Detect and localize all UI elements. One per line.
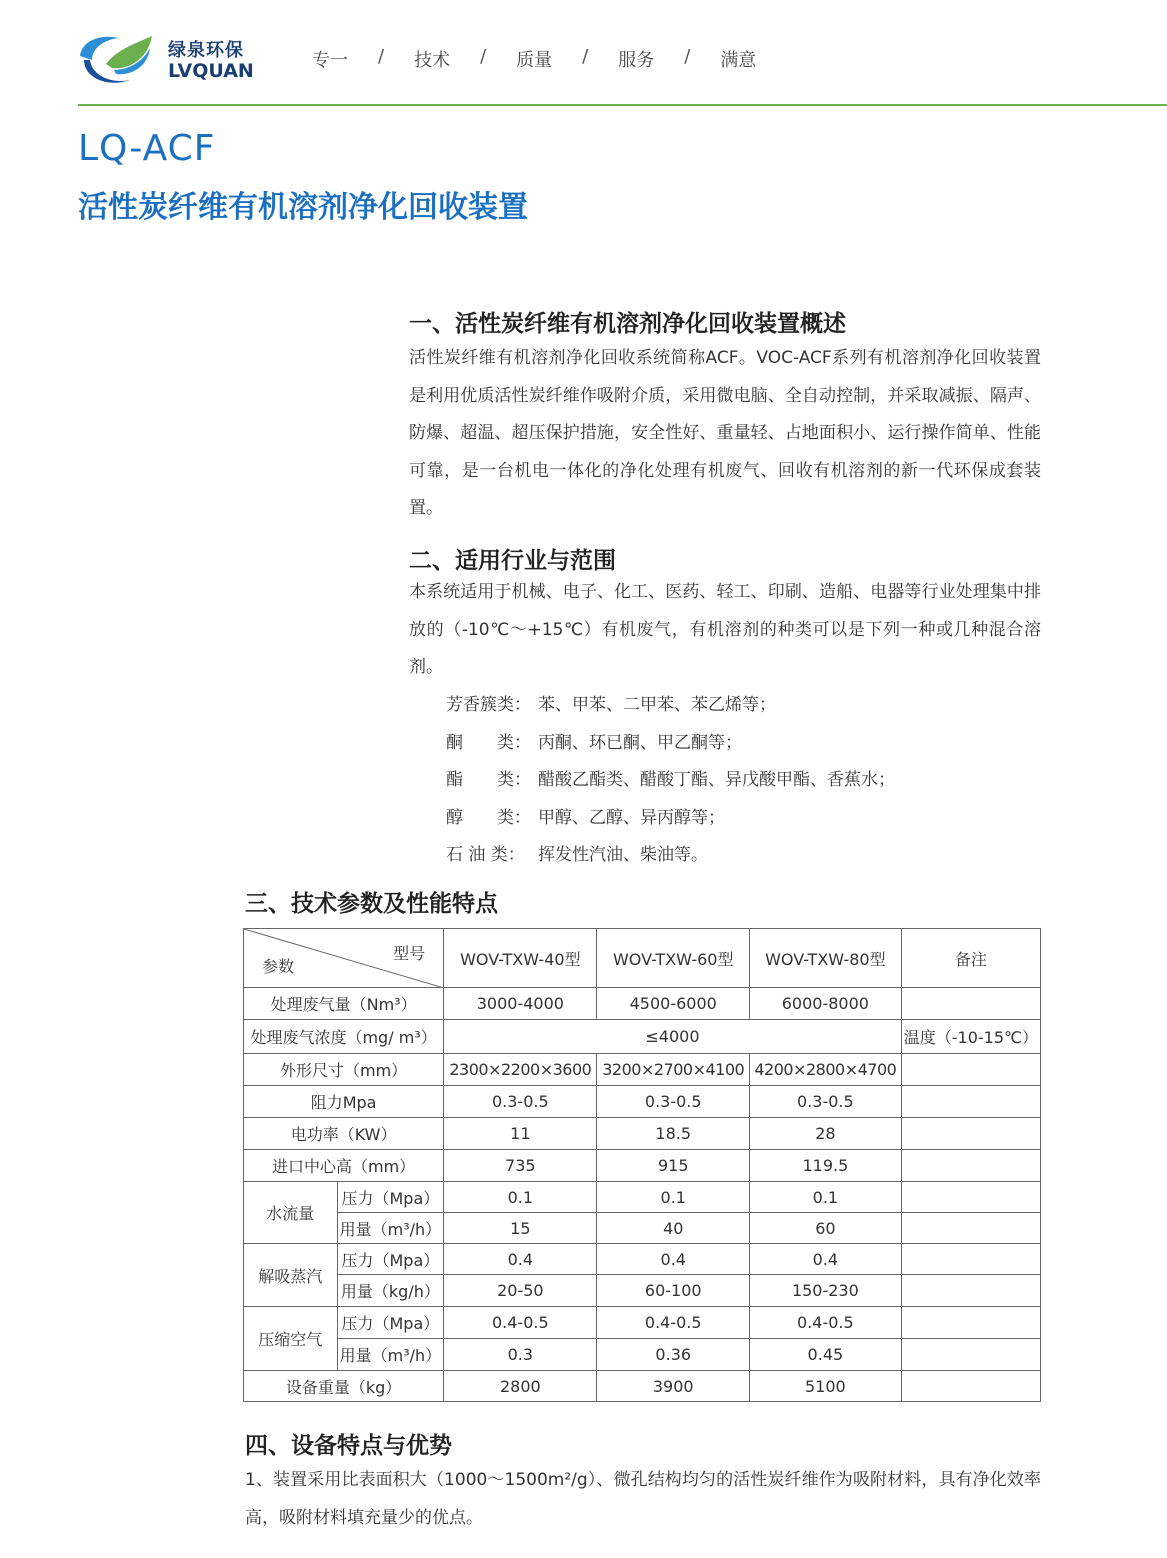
group-label: 解吸蒸汽 [244, 1244, 338, 1307]
table-row [244, 1244, 1041, 1275]
solvent-category: 醇 类： [446, 807, 531, 828]
table-cell: 5100 [750, 1371, 902, 1402]
solvent-category: 芳香簇类： [446, 695, 531, 715]
row-label: 压力（Mpa） [337, 1182, 444, 1213]
row-label: 外形尺寸（mm） [244, 1054, 444, 1086]
row-label: 用量（m³/h） [337, 1213, 444, 1244]
table-cell [901, 1150, 1040, 1182]
nav-item-service[interactable]: 服务 [618, 50, 655, 71]
product-model: LQ-ACF [78, 128, 216, 169]
table-cell: 0.4 [597, 1244, 750, 1275]
nav-item-technology[interactable]: 技术 [414, 50, 451, 71]
table-cell: 915 [597, 1150, 750, 1182]
table-cell: 11 [444, 1118, 597, 1150]
solvent-items: 甲醇、乙醇、异丙醇等； [538, 807, 725, 828]
table-header-row [244, 929, 1041, 988]
table-row [244, 1054, 1041, 1086]
table-cell: 3900 [597, 1371, 750, 1402]
table-cell: 4500-6000 [597, 988, 750, 1020]
table-row [244, 1339, 1041, 1371]
list-item [446, 837, 895, 875]
nav-separator: / [480, 46, 487, 67]
table-cell [901, 1182, 1040, 1213]
table-row [244, 1182, 1041, 1213]
table-cell [901, 1307, 1040, 1339]
table-row [244, 988, 1041, 1020]
table-cell: 15 [444, 1213, 597, 1244]
table-cell: 0.3 [444, 1339, 597, 1371]
table-cell [901, 1371, 1040, 1402]
table-cell: 0.1 [444, 1182, 597, 1213]
solvent-category: 石 油 类： [446, 845, 525, 865]
table-cell: 3000-4000 [444, 988, 597, 1020]
spec-table [243, 928, 1041, 1402]
row-label: 电功率（KW） [244, 1118, 444, 1150]
solvent-category: 酯 类： [446, 770, 531, 790]
table-cell: 3200×2700×4100 [597, 1054, 750, 1086]
model-header: WOV-TXW-80型 [750, 929, 902, 988]
row-label: 用量（kg/h） [337, 1275, 444, 1307]
section1-body: 活性炭纤维有机溶剂净化回收系统简称ACF。VOC-ACF系列有机溶剂净化回收装置是利用优质活性炭纤维作吸附介质，采用微电脑、全自动控制，并采取减振、隔声、防爆、超温、超压保护措施，安全性好、重量轻、占地面积小、运行操作简单、性能可靠，是一台机电一体化的净化处理有机废气、回收有机溶剂的新一代环保成套装置。 [409, 348, 1041, 518]
table-cell: 0.3-0.5 [597, 1086, 750, 1118]
list-item [446, 687, 895, 725]
row-label: 压力（Mpa） [337, 1307, 444, 1339]
table-cell: 119.5 [750, 1150, 902, 1182]
table-row [244, 1118, 1041, 1150]
solvent-items: 挥发性汽油、柴油等。 [538, 845, 708, 865]
row-label: 阻力Mpa [244, 1086, 444, 1118]
leaf-logo-icon [78, 30, 158, 88]
table-row [244, 1307, 1041, 1339]
solvent-list [446, 687, 895, 875]
table-cell [901, 1213, 1040, 1244]
table-row [244, 1275, 1041, 1307]
table-row [244, 1371, 1041, 1402]
table-row [244, 1213, 1041, 1244]
table-cell: 150-230 [750, 1275, 902, 1307]
product-title: 活性炭纤维有机溶剂净化回收装置 [78, 190, 528, 225]
corner-bottom-label: 参数 [262, 957, 295, 976]
table-cell: 0.1 [750, 1182, 902, 1213]
nav-separator: / [378, 46, 385, 67]
table-cell [901, 988, 1040, 1020]
table-cell: 0.3-0.5 [750, 1086, 902, 1118]
table-cell: 735 [444, 1150, 597, 1182]
corner-top-label: 型号 [393, 944, 426, 963]
corner-header-cell [244, 929, 444, 988]
row-label: 设备重量（kg） [244, 1371, 444, 1402]
table-cell [901, 1086, 1040, 1118]
table-cell: 0.4-0.5 [750, 1307, 902, 1339]
table-cell: 4200×2800×4700 [750, 1054, 902, 1086]
row-label: 进口中心高（mm） [244, 1150, 444, 1182]
section3-heading: 三、技术参数及性能特点 [245, 891, 498, 917]
table-row [244, 1150, 1041, 1182]
table-cell: 0.1 [597, 1182, 750, 1213]
row-label: 用量（m³/h） [337, 1339, 444, 1371]
table-cell: 0.4 [444, 1244, 597, 1275]
table-cell [901, 1244, 1040, 1275]
nav-item-satisfaction[interactable]: 满意 [720, 50, 757, 71]
brand-logo[interactable] [78, 30, 254, 88]
nav-separator: / [684, 46, 691, 67]
section4-body: 1、装置采用比表面积大（1000～1500m²/g）、微孔结构均匀的活性炭纤维作为吸附材料，具有净化效率高，吸附材料填充量少的优点。 [245, 1470, 1041, 1528]
table-row [244, 1020, 1041, 1054]
row-label: 压力（Mpa） [337, 1244, 444, 1275]
list-item [446, 762, 895, 800]
table-cell: 18.5 [597, 1118, 750, 1150]
table-cell: ≤4000 [444, 1020, 902, 1054]
table-cell: 6000-8000 [750, 988, 902, 1020]
table-cell [901, 1054, 1040, 1086]
list-item [446, 725, 895, 763]
table-cell: 60 [750, 1213, 902, 1244]
solvent-items: 丙酮、环已酮、甲乙酮等； [538, 732, 742, 753]
table-cell: 0.3-0.5 [444, 1086, 597, 1118]
table-cell: 20-50 [444, 1275, 597, 1307]
model-header: WOV-TXW-60型 [597, 929, 750, 988]
table-cell [901, 1275, 1040, 1307]
solvent-items: 苯、甲苯、二甲苯、苯乙烯等； [538, 695, 776, 715]
header-divider [78, 104, 1167, 106]
row-label: 处理废气量（Nm³） [244, 988, 444, 1020]
table-cell: 2300×2200×3600 [444, 1054, 597, 1086]
table-cell: 0.4 [750, 1244, 902, 1275]
remark-header: 备注 [901, 929, 1040, 988]
list-item [446, 800, 895, 838]
brand-name-en: LVQUAN [168, 60, 254, 82]
table-cell: 60-100 [597, 1275, 750, 1307]
row-label: 处理废气浓度（mg/ m³） [244, 1020, 444, 1054]
section1-heading: 一、活性炭纤维有机溶剂净化回收装置概述 [409, 311, 846, 337]
table-row [244, 1086, 1041, 1118]
top-nav [312, 46, 756, 72]
nav-separator: / [582, 46, 589, 67]
group-label: 压缩空气 [244, 1307, 338, 1371]
table-cell: 2800 [444, 1371, 597, 1402]
table-cell [901, 1118, 1040, 1150]
table-cell: 0.4-0.5 [444, 1307, 597, 1339]
nav-item-quality[interactable]: 质量 [516, 50, 553, 71]
table-cell: 0.4-0.5 [597, 1307, 750, 1339]
solvent-category: 酮 类： [446, 732, 531, 753]
table-cell [901, 1339, 1040, 1371]
table-cell: 28 [750, 1118, 902, 1150]
nav-item-focus[interactable]: 专一 [312, 50, 348, 71]
table-cell: 0.36 [597, 1339, 750, 1371]
brand-name-cn: 绿泉环保 [168, 40, 244, 61]
model-header: WOV-TXW-40型 [444, 929, 597, 988]
group-label: 水流量 [244, 1182, 338, 1244]
section2-heading: 二、适用行业与范围 [409, 548, 616, 574]
table-cell: 0.45 [750, 1339, 902, 1371]
section4-heading: 四、设备特点与优势 [245, 1433, 452, 1459]
table-cell: 温度（-10-15℃） [901, 1020, 1040, 1054]
table-cell: 40 [597, 1213, 750, 1244]
solvent-items: 醋酸乙酯类、醋酸丁酯、异戊酸甲酯、香蕉水； [538, 770, 895, 790]
section2-body: 本系统适用于机械、电子、化工、医药、轻工、印刷、造船、电器等行业处理集中排放的（-10℃～+15℃）有机废气，有机溶剂的种类可以是下列一种或几种混合溶剂。 [409, 582, 1041, 677]
